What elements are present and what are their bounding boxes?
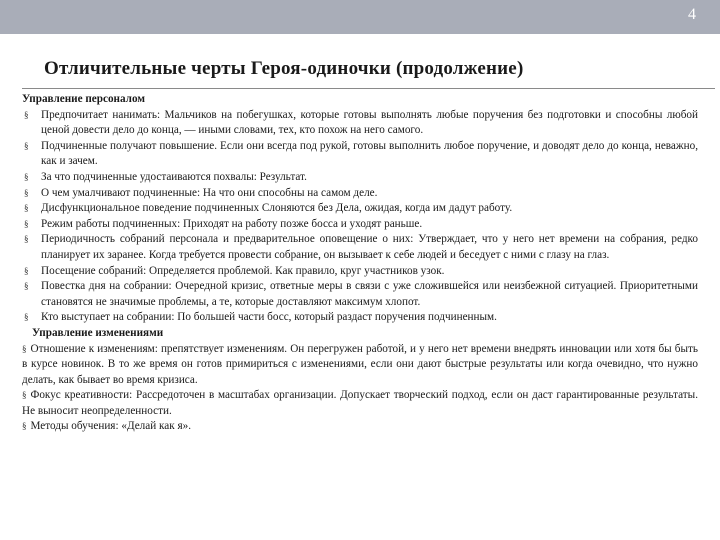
bullet-icon: §	[24, 109, 29, 120]
change-list	[22, 342, 698, 436]
list-item: § Подчиненные получают повышение. Если они всегда под рукой, готовы выполнить любое поручение, и доводят дело до конца, неважно, как и зачем.	[24, 139, 698, 168]
bullet-icon: §	[22, 421, 27, 432]
list-item: § Предпочитает нанимать: Мальчиков на побегушках, которые готовы выполнять любые поручения без подготовки и способны любой ценой довести дело до конца, — иными словами, тех, кто похож на него самого.	[24, 108, 698, 137]
list-item: § Периодичность собраний персонала и предварительное оповещение о них: Утверждает, что у него нет времени на собрания, редко планирует их заранее. Когда требуется провести собрание, он вызывает к себе людей и беседует с ними с глазу на глаз.	[24, 233, 698, 261]
bullet-icon: §	[22, 343, 27, 354]
page-number: 4	[688, 6, 696, 23]
section-heading-personnel: Управление персоналом	[22, 93, 145, 105]
bullet-icon: §	[24, 281, 29, 292]
section-heading-change: Управление изменениями	[32, 326, 164, 339]
bullet-icon: §	[24, 171, 29, 182]
bullet-icon: §	[22, 390, 27, 401]
bullet-icon: §	[24, 312, 29, 323]
list-item: § Методы обучения: «Делай как я».	[22, 420, 192, 433]
slide-body	[22, 92, 698, 435]
list-item: § Режим работы подчиненных: Приходят на работу позже босса и уходят раньше.	[22, 217, 698, 233]
list-item: § Фокус креативности: Рассредоточен в масштабах организации. Допускает творческий подход, если он даст гарантированные результаты. Не выносит неопределенности.	[22, 389, 698, 417]
personnel-list	[22, 108, 698, 326]
bullet-icon: §	[24, 187, 29, 198]
bullet-icon: §	[24, 265, 29, 276]
slide-title: Отличительные черты Героя-одиночки (продолжение)	[44, 58, 524, 79]
bullet-icon: §	[24, 218, 29, 229]
list-item: § Дисфункциональное поведение подчиненных Слоняются без Дела, ожидая, когда им дадут работу.	[22, 201, 698, 217]
bullet-icon: §	[24, 203, 29, 214]
list-item: § Отношение к изменениям: препятствует изменениям. Он перегружен работой, и у него нет времени внедрять инновации или хотя бы быть в курсе новинок. В то же время он готов примириться с изменениями, если они дают быстрые результаты или когда очевидно, что нужно делать, как бывает во время кризиса.	[22, 342, 698, 386]
title-divider	[22, 88, 715, 89]
list-item: § Кто выступает на собрании: По большей части босс, который раздаст поручения подчиненным.	[22, 310, 698, 326]
list-item: § За что подчиненные удостаиваются похвалы: Результат.	[22, 170, 698, 186]
bullet-icon: §	[24, 140, 29, 151]
slide-header-bar	[0, 0, 720, 34]
list-item: § О чем умалчивают подчиненные: На что они способны на самом деле.	[22, 186, 698, 202]
bullet-icon: §	[24, 234, 29, 245]
list-item: § Посещение собраний: Определяется проблемой. Как правило, круг участников узок.	[22, 264, 698, 280]
list-item: § Повестка дня на собрании: Очередной кризис, ответные меры в связи с уже сложившейся или неизбежной ситуацией. Приоритетными становятся не значимые проблемы, а те, которые доставляют максимум хлопот.	[24, 280, 698, 308]
